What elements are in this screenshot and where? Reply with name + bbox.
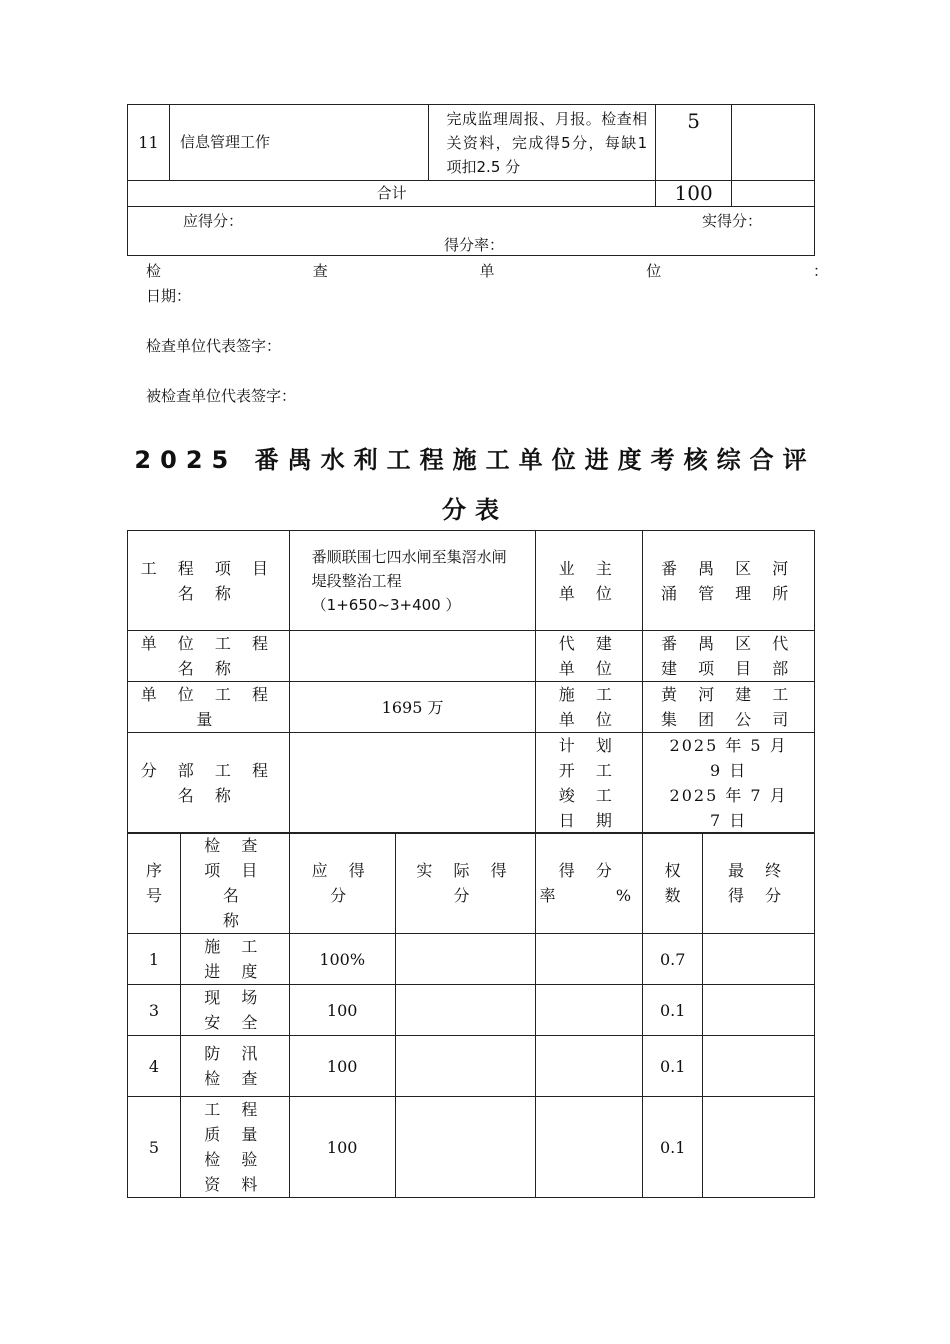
quantity-value: 1695 万 <box>289 682 536 733</box>
table-row <box>128 682 815 733</box>
table-row <box>128 531 815 631</box>
date-line: 日期： <box>146 287 192 305</box>
total-row <box>128 181 815 207</box>
inspect-unit-char: ： <box>812 262 828 280</box>
table-row <box>128 934 815 985</box>
page-title: 2025 番禺水利工程施工单位进度考核综合评 <box>134 446 816 474</box>
row-no: 1 <box>128 934 181 985</box>
row-actual <box>395 1036 536 1097</box>
row-item: 工 程 质 量 检 验 资 料 <box>180 1097 289 1198</box>
quantity-label: 单 位 工 程 量 <box>128 682 290 733</box>
header-item: 检 查 项 目 名 称 <box>180 833 289 934</box>
score-table <box>127 832 815 1198</box>
row-final <box>703 1036 815 1097</box>
row-item: 防 汛 检 查 <box>180 1036 289 1097</box>
row-should: 100 <box>289 1097 395 1198</box>
row-no: 3 <box>128 985 181 1036</box>
summary-cell <box>128 207 815 256</box>
row-criteria: 完成监理周报、月报。检查相关资料，完成得5分，每缺1 项扣2.5 分 <box>428 105 656 181</box>
inspect-unit-char: 位 <box>646 262 662 280</box>
row-item: 施 工 进 度 <box>180 934 289 985</box>
header-weight: 权 数 <box>643 833 703 934</box>
score-rate-label: 得分率： <box>444 236 505 254</box>
row-rate <box>536 934 643 985</box>
inspect-unit-char: 查 <box>312 262 328 280</box>
row-note <box>732 105 815 181</box>
row-item-name: 信息管理工作 <box>169 105 428 181</box>
inspect-unit-char: 单 <box>479 262 495 280</box>
inspect-unit-char: 检 <box>146 262 162 280</box>
page-title-line2: 分表 <box>442 496 508 524</box>
builder-value: 黄 河 建 工 集 团 公 司 <box>643 682 815 733</box>
row-should: 100 <box>289 985 395 1036</box>
builder-label: 施 工 单 位 <box>536 682 643 733</box>
plan-dates-value: 2025 年 5 月 9 日 2025 年 7 月 7 日 <box>643 733 815 834</box>
owner-value: 番 禺 区 河 涌 管 理 所 <box>643 531 815 631</box>
row-weight: 0.1 <box>643 985 703 1036</box>
header-actual: 实 际 得 分 <box>395 833 536 934</box>
project-name-label: 工 程 项 目 名 称 <box>128 531 290 631</box>
unit-project-label: 单 位 工 程 名 称 <box>128 631 290 682</box>
row-weight: 0.7 <box>643 934 703 985</box>
table-row <box>128 105 815 181</box>
row-final <box>703 1097 815 1198</box>
row-weight: 0.1 <box>643 1097 703 1198</box>
row-no: 4 <box>128 1036 181 1097</box>
table-row <box>128 1097 815 1198</box>
total-value: 100 <box>656 181 732 207</box>
score-header-row <box>128 833 815 934</box>
total-note <box>732 181 815 207</box>
row-item: 现 场 安 全 <box>180 985 289 1036</box>
row-should: 100 <box>289 1036 395 1097</box>
top-score-table <box>127 104 815 256</box>
row-rate <box>536 985 643 1036</box>
header-rate: 得 分 率 % <box>536 833 643 934</box>
owner-label: 业 主 单 位 <box>536 531 643 631</box>
row-should: 100% <box>289 934 395 985</box>
inspector-sign-line: 检查单位代表签字： <box>146 337 282 355</box>
header-final: 最 终 得 分 <box>703 833 815 934</box>
row-actual <box>395 1097 536 1198</box>
inspected-sign-line: 被检查单位代表签字： <box>146 387 297 405</box>
row-no: 5 <box>128 1097 181 1198</box>
row-rate <box>536 1036 643 1097</box>
row-weight: 0.1 <box>643 1036 703 1097</box>
plan-dates-label: 计 划 开 工 竣 工 日 期 <box>536 733 643 834</box>
row-actual <box>395 985 536 1036</box>
row-final <box>703 934 815 985</box>
inspect-unit-line <box>146 260 828 281</box>
row-score: 5 <box>656 105 732 181</box>
table-row <box>128 1036 815 1097</box>
table-row <box>128 985 815 1036</box>
header-no: 序 号 <box>128 833 181 934</box>
project-name-value: 番顺联围七四水闸至集滘水闸 堤段整治工程 （1+650~3+400 ） <box>289 531 536 631</box>
table-row <box>128 733 815 834</box>
actual-score-label: 实得分： <box>702 212 763 230</box>
project-info-table <box>127 530 815 834</box>
agent-value: 番 禺 区 代 建 项 目 部 <box>643 631 815 682</box>
table-row <box>128 631 815 682</box>
header-should: 应 得 分 <box>289 833 395 934</box>
sub-project-label: 分 部 工 程 名 称 <box>128 733 290 834</box>
row-actual <box>395 934 536 985</box>
total-label: 合计 <box>128 181 656 207</box>
should-score-label: 应得分： <box>183 212 244 230</box>
row-seq: 11 <box>128 105 170 181</box>
sub-project-value <box>289 733 536 834</box>
agent-label: 代 建 单 位 <box>536 631 643 682</box>
row-rate <box>536 1097 643 1198</box>
unit-project-value <box>289 631 536 682</box>
row-final <box>703 985 815 1036</box>
summary-row <box>128 207 815 256</box>
